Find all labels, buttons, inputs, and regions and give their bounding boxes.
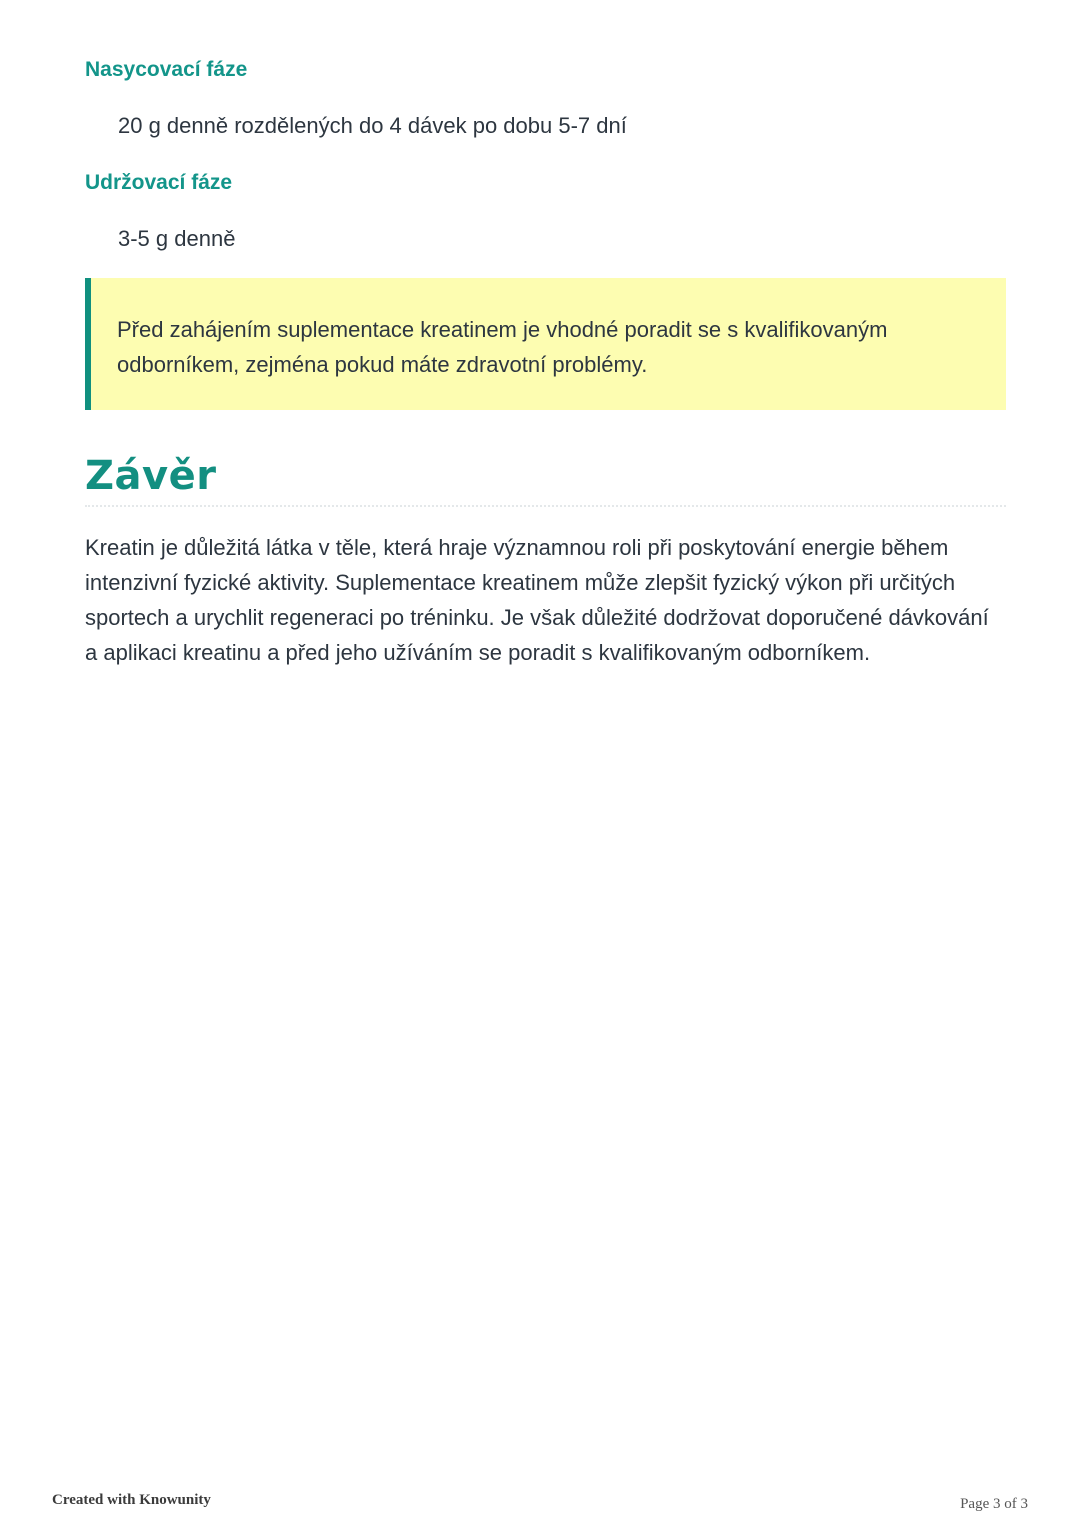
maintenance-phase-title: Udržovací fáze (85, 171, 233, 194)
maintenance-phase-dosage: 3-5 g denně (118, 226, 236, 251)
warning-note-text: Před zahájením suplementace kreatinem je vhodné poradit se s kvalifikovaným odborníkem, zejména pokud máte zdravotní problémy. (117, 317, 888, 377)
warning-note (85, 278, 1006, 410)
page-number: Page 3 of 3 (960, 1496, 1028, 1512)
heading-divider (85, 505, 1006, 507)
loading-phase-dosage: 20 g denně rozdělených do 4 dávek po dobu 5-7 dní (118, 113, 627, 138)
footer-credit: Created with Knowunity (52, 1492, 211, 1508)
conclusion-paragraph: Kreatin je důležitá látka v těle, která hraje významnou roli při poskytování energie během intenzivní fyzické aktivity. Suplementace kreatinem může zlepšit fyzický výkon při určitých sportech a urychlit regeneraci po tréninku. Je však důležité dodržovat doporučené dávkování a aplikaci kreatinu a před jeho užíváním se poradit s kvalifikovaným odborníkem. (85, 535, 989, 665)
conclusion-heading: Závěr (85, 453, 217, 499)
loading-phase-title: Nasycovací fáze (85, 58, 248, 81)
